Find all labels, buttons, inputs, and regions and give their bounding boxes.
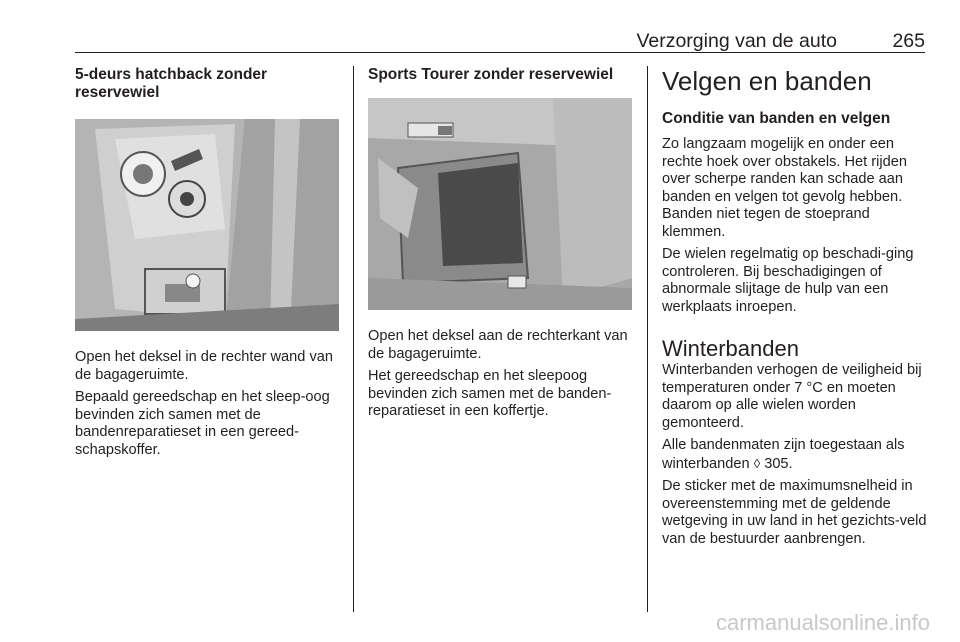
page-reference-link[interactable]: 305. bbox=[764, 455, 793, 472]
sports-tourer-paragraph-1: Open het deksel aan de rechterkant van de bagageruimte. bbox=[368, 328, 628, 362]
hatchback-heading: 5-deurs hatchback zonder reservewiel bbox=[75, 66, 268, 101]
page-header bbox=[75, 30, 925, 53]
winter-tyres-sizes-paragraph bbox=[662, 437, 928, 473]
column-divider-1 bbox=[353, 66, 354, 612]
winter-tyres-heading: Winterbanden bbox=[662, 336, 799, 361]
winter-tyres-sticker-paragraph: De sticker met de maximumsnelheid in overeenstemming met de geldende wetgeving in uw land in het gezichts-veld van de bestuurder aanbrengen. bbox=[662, 478, 927, 547]
hatchback-photo bbox=[75, 119, 339, 331]
page-number: 265 bbox=[892, 30, 925, 52]
column-wheels-tyres bbox=[662, 66, 928, 553]
tyre-condition-heading: Conditie van banden en velgen bbox=[662, 110, 891, 127]
section-title: Velgen en banden bbox=[662, 66, 872, 96]
hatchback-paragraph-2: Bepaald gereedschap en het sleep-oog bevinden zich samen met de bandenreparatieset in een gereed-schapskoffer. bbox=[75, 389, 330, 458]
watermark: carmanualsonline.info bbox=[715, 610, 930, 635]
sports-tourer-paragraph-2: Het gereedschap en het sleepoog bevinden zich samen met de banden-reparatieset in een koffertje. bbox=[368, 368, 612, 419]
hatchback-paragraph-1: Open het deksel in de rechter wand van de bagageruimte. bbox=[75, 349, 333, 383]
page-reference-arrow-icon: ◊ bbox=[753, 455, 761, 471]
sports-tourer-heading: Sports Tourer zonder reservewiel bbox=[368, 66, 614, 83]
sports-tourer-photo bbox=[368, 98, 632, 310]
tyre-condition-paragraph-2: De wielen regelmatig op beschadi-ging controleren. Bij beschadigingen of abnormale slijtage de hulp van een werkplaats inroepen. bbox=[662, 246, 914, 315]
column-divider-2 bbox=[647, 66, 648, 612]
column-sports-tourer bbox=[368, 66, 636, 426]
tyre-condition-paragraph-1: Zo langzaam mogelijk en onder een rechte hoek over obstakels. Het rijden over scherpe randen kan schade aan banden en velgen tot gevolg hebben. Banden niet tegen de stoeprand klemmen. bbox=[662, 136, 907, 240]
winter-tyres-paragraph-1: Winterbanden verhogen de veiligheid bij temperaturen onder 7 °C en moeten daarom op alle wielen worden gemonteerd. bbox=[662, 362, 922, 431]
winter-tyres-sizes-text: Alle bandenmaten zijn toegestaan als winterbanden bbox=[662, 437, 905, 472]
header-title: Verzorging van de auto bbox=[636, 30, 837, 52]
column-hatchback bbox=[75, 66, 340, 464]
